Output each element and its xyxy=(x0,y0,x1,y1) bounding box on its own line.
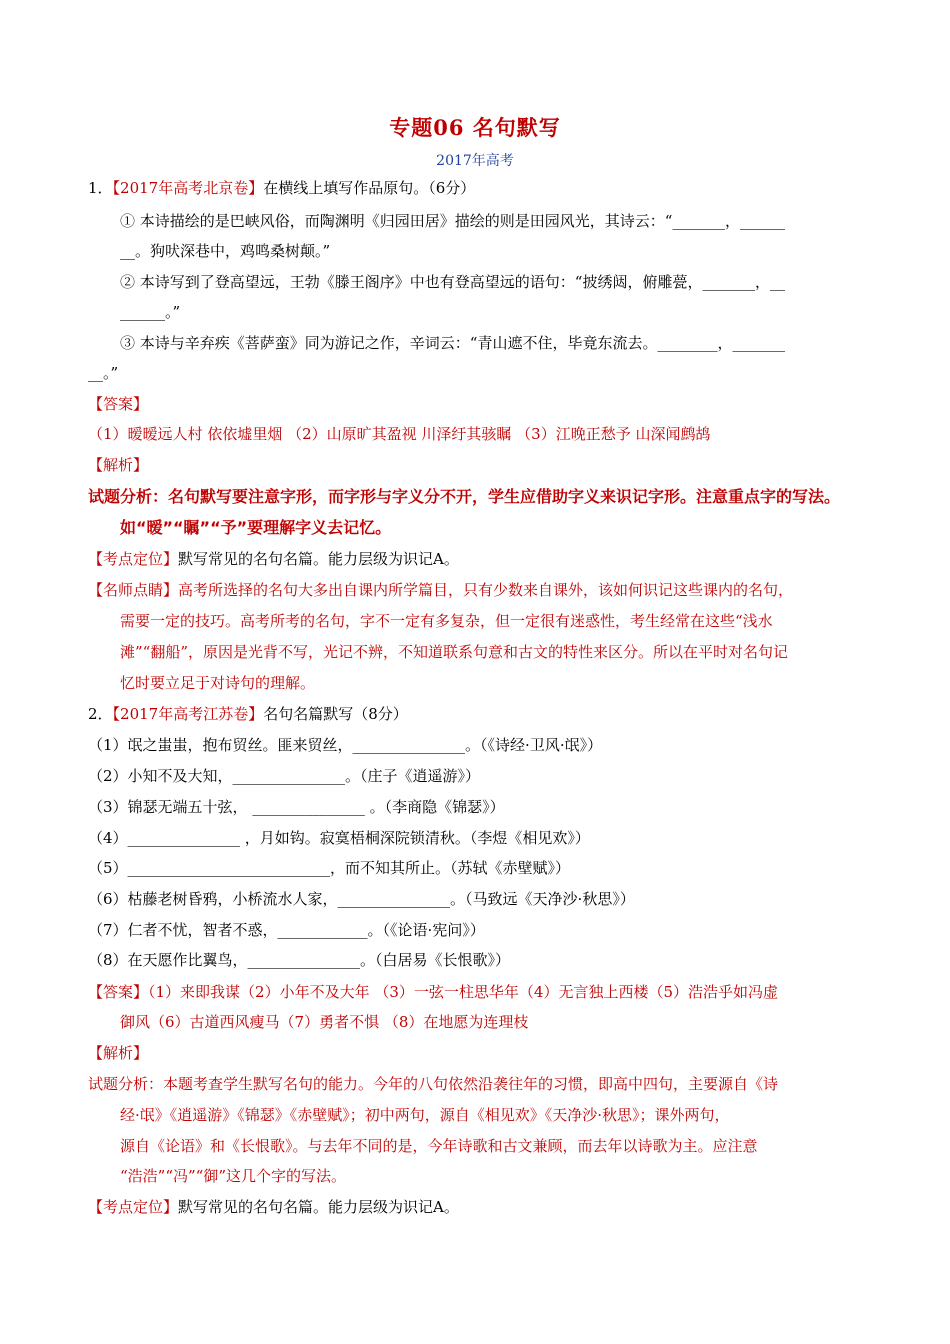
q1-analysis-line-2: 如“暧”“瞩”“予”要理解字义去记忆。 xyxy=(120,518,392,537)
q2-analysis-line-2: 经·氓》《逍遥游》《锦瑟》《赤壁赋》；初中两句，源自《相见欢》《天净沙·秋思》；课外两句， xyxy=(120,1106,730,1124)
q2-answer-line-1: （1）来即我谋（2）小年不及大年 （3）一弦一柱思华年（4）无言独上西楼（5）浩浩乎如冯虚 xyxy=(148,983,779,1001)
q1-answer: （1）暧暧远人村 依依墟里烟 （2）山原旷其盈视 川泽纡其骇瞩 （3）江晚正愁予 山深闻鹧鸪 xyxy=(88,425,711,443)
q2-item-2: （2）小知不及大知，_______________。（庄子《逍遥游》） xyxy=(88,767,481,785)
q2-item-3: （3）锦瑟无端五十弦， _______________ 。（李商隐《锦瑟》） xyxy=(88,798,505,816)
q2-analysis-line-1: 试题分析：本题考查学生默写名句的能力。今年的八句依然沿袭往年的习惯，即高中四句，主要源自《诗 xyxy=(88,1075,779,1093)
q2-answer-label: 【答案】 xyxy=(88,983,149,1001)
q1-kaodian xyxy=(88,549,459,569)
q1-item-2-cont: ______。” xyxy=(120,303,181,321)
q2-kaodian-text: 默写常见的名句名篇。能力层级为识记A。 xyxy=(178,1198,459,1216)
q2-item-4: （4）_______________ ，月如钩。寂寞梧桐深院锁清秋。（李煜《相见欢》） xyxy=(88,829,590,847)
q2-item-6: （6）枯藤老树昏鸦，小桥流水人家，_______________。（马致远《天净沙·秋思》） xyxy=(88,890,635,908)
q1-kaodian-text: 默写常见的名句名篇。能力层级为识记A。 xyxy=(178,550,459,568)
q1-analysis-line-1: 试题分析：名句默写要注意字形，而字形与字义分不开，学生应借助字义来识记字形。注意重点字的写法。 xyxy=(88,487,841,506)
q2-header xyxy=(88,704,408,724)
q1-kaodian-label: 【考点定位】 xyxy=(88,550,179,568)
q2-item-8: （8）在天愿作比翼鸟，_______________。（白居易《长恨歌》） xyxy=(88,951,511,969)
q1-prompt: 在横线上填写作品原句。（6分） xyxy=(263,179,476,197)
q2-number: 2． xyxy=(88,705,113,723)
q1-mingshi xyxy=(88,580,793,600)
q2-item-7: （7）仁者不忧，智者不惑，____________。（《论语·宪问》） xyxy=(88,921,485,939)
q1-item-2: ② 本诗写到了登高望远，王勃《滕王阁序》中也有登高望远的语句：“披绣闼，俯雕甍，_______，__ xyxy=(120,273,785,291)
q1-number: 1． xyxy=(88,179,113,197)
q2-kaodian-label: 【考点定位】 xyxy=(88,1198,179,1216)
q1-source: 【2017年高考北京卷】 xyxy=(112,179,264,197)
q1-mingshi-line-1: 高考所选择的名句大多出自课内所学篇目，只有少数来自课外，该如何识记这些课内的名句， xyxy=(178,581,794,599)
q1-mingshi-line-4: 忆时要立足于对诗句的理解。 xyxy=(120,674,316,692)
page-title: 专题06 名句默写 xyxy=(389,115,561,140)
q1-header xyxy=(88,178,475,198)
q2-answer xyxy=(88,982,778,1002)
q2-item-5: （5）___________________________，而不知其所止。（苏轼《赤壁赋》） xyxy=(88,859,571,877)
q1-answer-label: 【答案】 xyxy=(88,395,149,413)
q2-kaodian xyxy=(88,1197,459,1217)
page-subtitle: 2017年高考 xyxy=(436,153,514,169)
q2-analysis-label: 【解析】 xyxy=(88,1044,149,1062)
q1-item-3-cont: __。” xyxy=(88,364,119,382)
q2-answer-line-2: 御风（6）古道西风瘦马（7）勇者不惧 （8）在地愿为连理枝 xyxy=(120,1013,529,1031)
q1-item-3: ③ 本诗与辛弃疾《菩萨蛮》同为游记之作，辛词云：“青山遮不住，毕竟东流去。________，_______ xyxy=(120,334,785,352)
q1-analysis-label: 【解析】 xyxy=(88,456,149,474)
q1-item-1: ① 本诗描绘的是巴峡风俗，而陶渊明《归园田居》描绘的则是田园风光，其诗云：“_______，______ xyxy=(120,212,785,230)
q2-source: 【2017年高考江苏卷】 xyxy=(112,705,264,723)
q1-mingshi-line-3: 滩”“翻船”，原因是光背不写，光记不辨，不知道联系句意和古文的特性来区分。所以在平时对名句记 xyxy=(120,643,789,661)
q2-analysis-line-4: “浩浩”“冯”“御”这几个字的写法。 xyxy=(120,1167,347,1185)
q2-item-1: （1）氓之蚩蚩，抱布贸丝。匪来贸丝，_______________。（《诗经·卫风·氓》） xyxy=(88,736,603,754)
q1-mingshi-line-2: 需要一定的技巧。高考所考的名句，字不一定有多复杂，但一定很有迷惑性，考生经常在这些“浅水 xyxy=(120,612,773,630)
q1-item-1-cont: __。狗吠深巷中，鸡鸣桑树颠。” xyxy=(120,242,331,260)
q2-prompt: 名句名篇默写（8分） xyxy=(263,705,408,723)
q2-analysis-line-3: 源自《论语》和《长恨歌》。与去年不同的是，今年诗歌和古文兼顾，而去年以诗歌为主。应注意 xyxy=(120,1137,758,1155)
q1-mingshi-label: 【名师点睛】 xyxy=(88,581,179,599)
